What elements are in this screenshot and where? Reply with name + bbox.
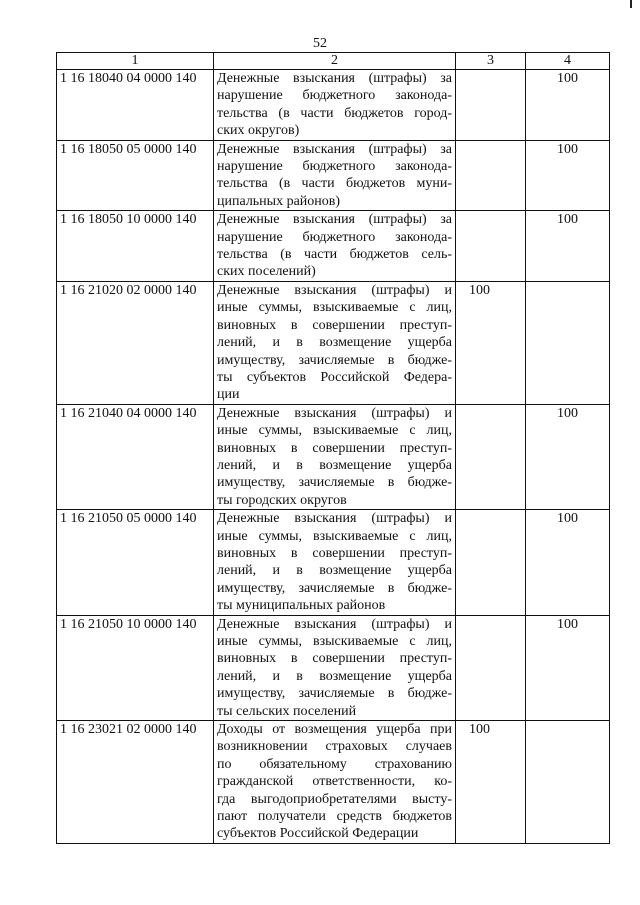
budget-code-cell: 1 16 21050 05 0000 140 bbox=[57, 510, 214, 615]
description-line: лений, и в возмещение ущерба bbox=[217, 563, 452, 579]
column-3-value-cell bbox=[456, 404, 526, 509]
table-row bbox=[57, 140, 610, 211]
description-line: Денежные взыскания (штрафы) и bbox=[217, 282, 452, 298]
description-line: по обязательному страхованию bbox=[217, 756, 452, 772]
column-3-value-cell bbox=[456, 70, 526, 141]
description-line: ты сельских поселений bbox=[217, 703, 357, 719]
description-line: нарушение бюджетного законода- bbox=[217, 229, 452, 245]
description-line: имуществу, зачисляемые в бюдже- bbox=[217, 475, 452, 491]
description-line: Доходы от возмещения ущерба при bbox=[217, 722, 452, 738]
table-row bbox=[57, 70, 610, 141]
description-line: лений, и в возмещение ущерба bbox=[217, 457, 452, 473]
table-row bbox=[57, 281, 610, 404]
table-row bbox=[57, 404, 610, 509]
table-body bbox=[57, 70, 610, 844]
description-line: лений, и в возмещение ущерба bbox=[217, 335, 452, 351]
description-line: ции bbox=[217, 387, 240, 403]
description-line: нарушение бюджетного законода- bbox=[217, 88, 452, 104]
description-line: иные суммы, взыскиваемые с лиц, bbox=[217, 423, 452, 439]
budget-code-cell: 1 16 21050 10 0000 140 bbox=[57, 615, 214, 720]
description-line: иные суммы, взыскиваемые с лиц, bbox=[217, 300, 452, 316]
column-4-value-cell bbox=[526, 721, 610, 844]
table-row bbox=[57, 211, 610, 282]
column-3-value-cell bbox=[456, 615, 526, 720]
page-number: 52 bbox=[313, 36, 327, 51]
description-line: виновных в совершении преступ- bbox=[217, 545, 452, 561]
column-4-value-cell bbox=[526, 615, 610, 720]
column-3-value: 100 bbox=[469, 282, 490, 298]
budget-revenue-table bbox=[56, 52, 610, 844]
description-line: Денежные взыскания (штрафы) и bbox=[217, 616, 452, 632]
description-line: Денежные взыскания (штрафы) за bbox=[217, 71, 452, 86]
table-row bbox=[57, 510, 610, 615]
description-line: Денежные взыскания (штрафы) и bbox=[217, 511, 452, 527]
budget-code-cell: 1 16 18050 10 0000 140 bbox=[57, 211, 214, 282]
column-4-value-cell bbox=[526, 70, 610, 141]
description-line: ских поселений) bbox=[217, 264, 316, 280]
column-header-2: 2 bbox=[214, 53, 456, 70]
description-line: тельства (в части бюджетов муни- bbox=[217, 176, 452, 192]
revenue-description-cell bbox=[214, 281, 456, 404]
column-3-value: 100 bbox=[469, 722, 490, 738]
budget-code-cell: 1 16 23021 02 0000 140 bbox=[57, 721, 214, 844]
budget-code-cell: 1 16 18040 04 0000 140 bbox=[57, 70, 214, 141]
table-row bbox=[57, 615, 610, 720]
description-line: ских округов) bbox=[217, 123, 300, 139]
revenue-description-cell bbox=[214, 510, 456, 615]
column-3-value-cell bbox=[456, 211, 526, 282]
description-line: иные суммы, взыскиваемые с лиц, bbox=[217, 634, 452, 649]
revenue-description-cell bbox=[214, 404, 456, 509]
table-header-row bbox=[57, 53, 610, 70]
description-line: Денежные взыскания (штрафы) и bbox=[217, 405, 452, 421]
description-line: тельства (в части бюджетов сель- bbox=[217, 247, 452, 263]
table-row bbox=[57, 721, 610, 844]
description-line: виновных в совершении преступ- bbox=[217, 317, 452, 333]
description-line: имуществу, зачисляемые в бюдже- bbox=[217, 580, 452, 596]
column-3-value-cell bbox=[456, 510, 526, 615]
description-line: ты субъектов Российской Федера- bbox=[217, 369, 452, 385]
description-line: пают получатели средств бюджетов bbox=[217, 809, 452, 825]
description-line: ты городских округов bbox=[217, 492, 347, 508]
column-4-value-cell bbox=[526, 211, 610, 282]
scan-edge-mark bbox=[630, 0, 640, 8]
revenue-description-cell bbox=[214, 140, 456, 211]
column-4-value-cell bbox=[526, 404, 610, 509]
column-3-value-cell bbox=[456, 281, 526, 404]
column-3-value-cell bbox=[456, 140, 526, 211]
column-4-value: 100 bbox=[557, 511, 578, 527]
column-4-value: 100 bbox=[557, 405, 578, 421]
column-4-value-cell bbox=[526, 140, 610, 211]
description-line: Денежные взыскания (штрафы) за bbox=[217, 141, 452, 157]
revenue-description-cell bbox=[214, 211, 456, 282]
column-header-3: 3 bbox=[456, 53, 526, 70]
description-line: имуществу, зачисляемые в бюдже- bbox=[217, 352, 452, 368]
description-line: возникновении страховых случаев bbox=[217, 739, 452, 755]
description-line: ты муниципальных районов bbox=[217, 598, 386, 614]
column-4-value-cell bbox=[526, 281, 610, 404]
description-line: ципальных районов) bbox=[217, 193, 341, 209]
budget-code-cell: 1 16 18050 05 0000 140 bbox=[57, 140, 214, 211]
description-line: гда выгодоприобретателями высту- bbox=[217, 791, 452, 807]
revenue-description-cell bbox=[214, 615, 456, 720]
description-line: нарушение бюджетного законода- bbox=[217, 159, 452, 175]
description-line: тельства (в части бюджетов город- bbox=[217, 105, 452, 121]
column-header-1: 1 bbox=[57, 53, 214, 70]
column-header-4: 4 bbox=[526, 53, 610, 70]
budget-code-cell: 1 16 21020 02 0000 140 bbox=[57, 281, 214, 404]
description-line: виновных в совершении преступ- bbox=[217, 651, 452, 667]
revenue-description-cell bbox=[214, 721, 456, 844]
description-line: Денежные взыскания (штрафы) за bbox=[217, 212, 452, 228]
description-line: иные суммы, взыскиваемые с лиц, bbox=[217, 528, 452, 544]
column-4-value-cell bbox=[526, 510, 610, 615]
column-4-value: 100 bbox=[557, 141, 578, 157]
description-line: лений, и в возмещение ущерба bbox=[217, 668, 452, 684]
revenue-description-cell bbox=[214, 70, 456, 141]
column-4-value: 100 bbox=[557, 212, 578, 228]
description-line: гражданской ответственности, ко- bbox=[217, 774, 452, 790]
budget-code-cell: 1 16 21040 04 0000 140 bbox=[57, 404, 214, 509]
description-line: субъектов Российской Федерации bbox=[217, 826, 419, 842]
description-line: имуществу, зачисляемые в бюдже- bbox=[217, 686, 452, 702]
column-4-value: 100 bbox=[557, 71, 578, 86]
description-line: виновных в совершении преступ- bbox=[217, 440, 452, 456]
column-4-value: 100 bbox=[557, 616, 578, 632]
column-3-value-cell bbox=[456, 721, 526, 844]
